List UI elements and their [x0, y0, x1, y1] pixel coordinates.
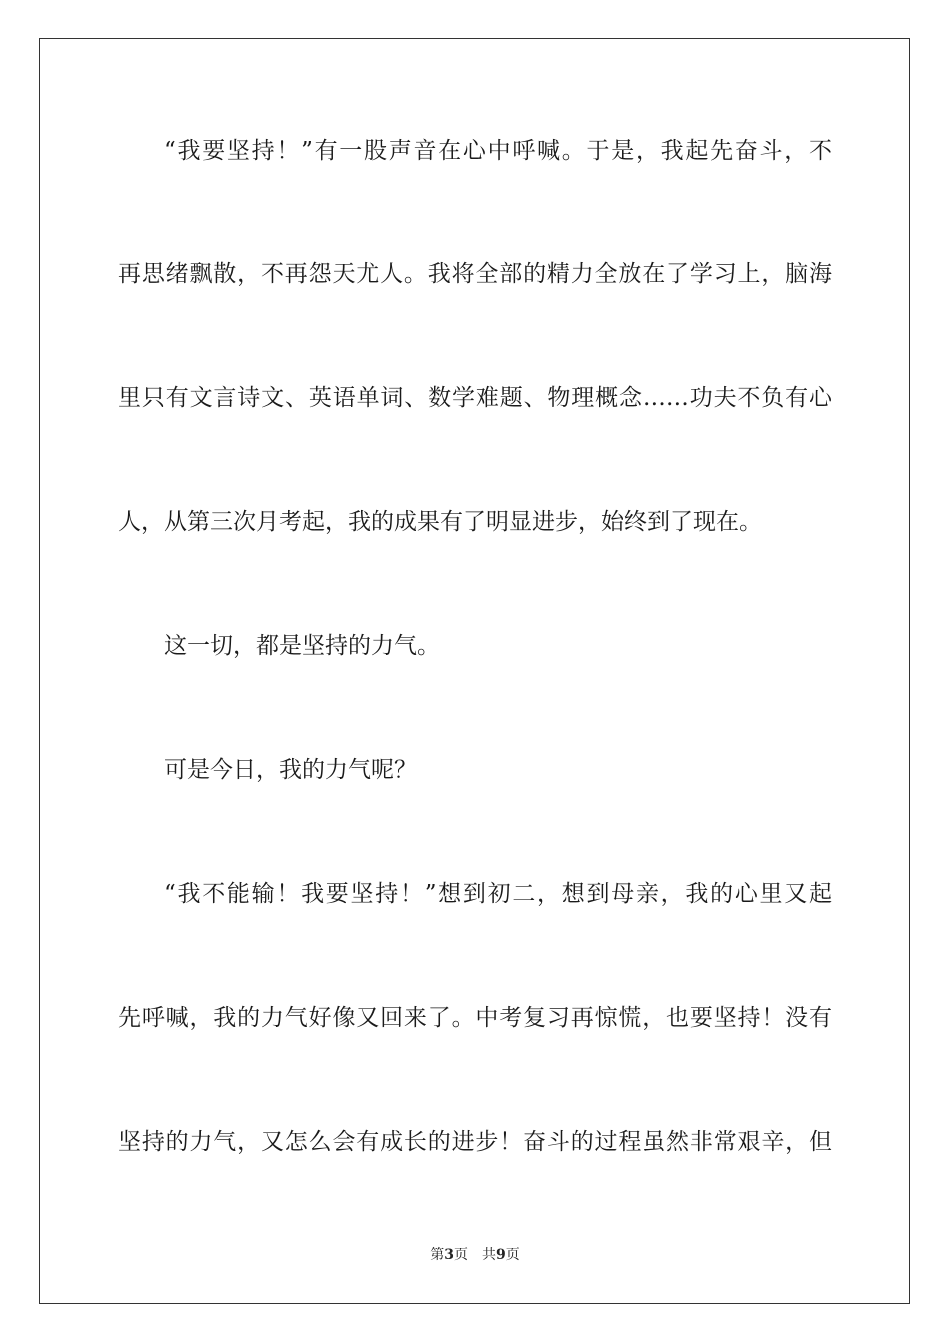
- footer-page-total: 9: [496, 1247, 506, 1263]
- footer-total-suffix: 页: [505, 1247, 520, 1263]
- footer-page-suffix: 页: [454, 1247, 468, 1263]
- text-line-3: 里只有文言诗文、英语单词、数学难题、物理概念……功夫不负有心: [118, 385, 832, 411]
- page-footer: [0, 1245, 950, 1265]
- footer-page-current: 3: [444, 1247, 454, 1263]
- text-line-8: 先呼喊，我的力气好像又回来了。中考复习再惊慌，也要坚持！没有: [118, 1005, 832, 1031]
- page-border: [39, 38, 910, 1304]
- text-line-9: 坚持的力气，又怎么会有成长的进步！奋斗的过程虽然非常艰辛，但: [118, 1129, 832, 1155]
- text-line-2: 再思绪飘散，不再怨天尤人。我将全部的精力全放在了学习上，脑海: [118, 261, 832, 287]
- text-line-4: 人，从第三次月考起，我的成果有了明显进步，始终到了现在。: [118, 509, 762, 535]
- footer-total-prefix: 共: [482, 1247, 496, 1263]
- text-line-5: 这一切，都是坚持的力气。: [164, 633, 440, 659]
- text-line-7: “我不能输！我要坚持！”想到初二，想到母亲，我的心里又起: [164, 881, 832, 907]
- footer-page-prefix: 第: [430, 1247, 445, 1263]
- text-line-1: “我要坚持！”有一股声音在心中呼喊。于是，我起先奋斗，不: [164, 138, 832, 164]
- text-line-6: 可是今日，我的力气呢？: [164, 757, 417, 783]
